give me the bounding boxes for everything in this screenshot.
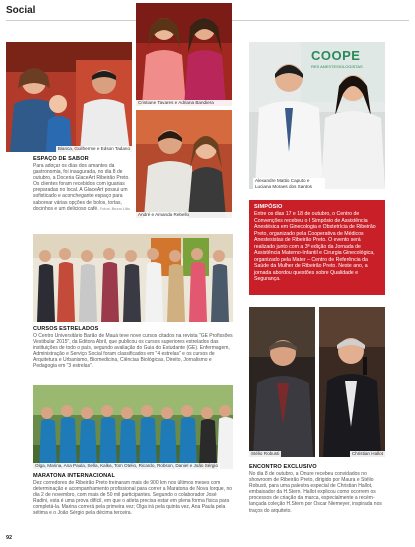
photo-team-image (33, 385, 233, 469)
encontro-title: ENCONTRO EXCLUSIVO (249, 464, 317, 470)
photo-christian (319, 307, 385, 457)
simposio-box (249, 200, 385, 295)
encontro-body: No dia 8 de outubro, a Onure recebeu convidados no showroom de Ribeirão Preto, dirigido por Maura e Stélio Robusti, para uma palestra especial de Christian Hallot, embaixador da H.Stern. Hallot explicou como ocorrem os processos de criação da marca, especialmente a recém-lançada coleção H.Stern por Oscar Niemeyer, inspirada nos traços do arquiteto. (249, 471, 382, 514)
simposio-body: Entre os dias 17 e 18 de outubro, o Centro de Convenções recebeu o I Simpósio de Assistência Anestésica em Ginecologia e Obstetrícia de Ribeirão Preto, organizado pela Cooperativa de Médicos Anestesistas de Ribeirão Preto. O evento será realizado junto com a 3ª edição da Jornada de Assistência Materno-Infantil e Cirurgia Ginecológica, organizado pela Mater – Centro de Referência da Saúde da Mulher de Ribeirão Preto. Neste ano, a jornada abordou questões sobre Qualidade e Segurança. (254, 211, 376, 282)
photo-christian-caption: Christian Hallot (351, 451, 383, 456)
photo-alexandre-banner: COOPE (311, 48, 361, 63)
photo-group (33, 234, 233, 322)
espaco-credit: Fotos: Bruno Lião (99, 206, 130, 211)
photo-cristiane-caption: Cristiane Tavares e Adriana Bandiera (136, 100, 232, 106)
photo-stelio-image (249, 307, 315, 457)
cursos-title: CURSOS ESTRELADOS (33, 326, 99, 332)
photo-stelio (249, 307, 315, 457)
photo-team (33, 385, 233, 469)
photo-family-caption: Bianca, Guilherme e Edson Tadano (57, 146, 130, 151)
simposio-title: SIMPÓSIO (254, 204, 283, 210)
photo-christian-image (319, 307, 385, 457)
photo-alexandre (249, 42, 385, 189)
photo-family (6, 42, 132, 152)
maratona-body: Dez corredores de Ribeirão Preto treinaram mais de 900 km nos últimos meses com determinação e acompanhamento profissional para correr a Maratona de Nova Iorque, no dia 2 de novembro, com mais de 50 mil participantes. Segundo o colaborador José Radini, esta é uma prova difícil, em que o atleta precisa estar em plena forma física para completá-la. Marina correrá pela primeira vez; Olga irá pela quinta vez, Ana Paula pela sétima e o João Sérgio pela décima terceira. (33, 480, 233, 517)
photo-alexandre-caption: Alexandre Mattio Caputo e Luciana Moraes dos Santos (253, 178, 325, 189)
espaco-body (33, 163, 133, 212)
photo-cristiane (136, 3, 232, 106)
maratona-title: MARATONA INTERNACIONAL (33, 473, 115, 479)
section-title: Social (6, 5, 36, 16)
photo-group-image (33, 234, 233, 322)
photo-alexandre-banner-sub: RES ANESTESIOLOGISTAS (311, 64, 363, 69)
photo-cristiane-image (136, 3, 232, 106)
cursos-body: O Centro Universitário Barão de Mauá teve nove cursos citados na revista "GE Profissões Vestibular 2015", da Editora Abril, que publicou os cursos superiores estrelados das instituições de todo o país, segundo avaliação do Guia do Estudante (GE). Enfermagem, Administração e Serviço Social foram classificados em "4 estrelas" e os cursos de Arquitetura e Urbanismo, Biomedicina, Ciências Biológicas, Direito, Jornalismo e Pedagogia em "3 estrelas". (33, 333, 233, 370)
photo-team-caption: Olga, Marina, Ana Paula, Sella, Kalka, Tom Otelio, Ricardo, Robson, Daniel e João Sérgio (35, 463, 218, 468)
espaco-title: ESPAÇO DE SABOR (33, 156, 89, 162)
photo-stelio-caption: Stélio Robusti (251, 451, 280, 456)
photo-andre-caption: André e Amanda Rebello (136, 212, 232, 218)
photo-andre (136, 110, 232, 218)
photo-family-image (6, 42, 132, 152)
espaco-body-text: Para adoçar os dias dos amantes da gastronomia, foi inaugurada, no dia 8 de outubro, a Doceria GlaceArt Ribeirão Preto. Os clientes foram recebidos com iguarias preparadas no local. A GlaceArt possui um sofisticado e aconchegante espaço para saborear várias opções de bolos, tortas, docinhos e um delicioso café. (33, 163, 130, 212)
photo-andre-image (136, 110, 232, 218)
page-number: 92 (6, 535, 13, 541)
